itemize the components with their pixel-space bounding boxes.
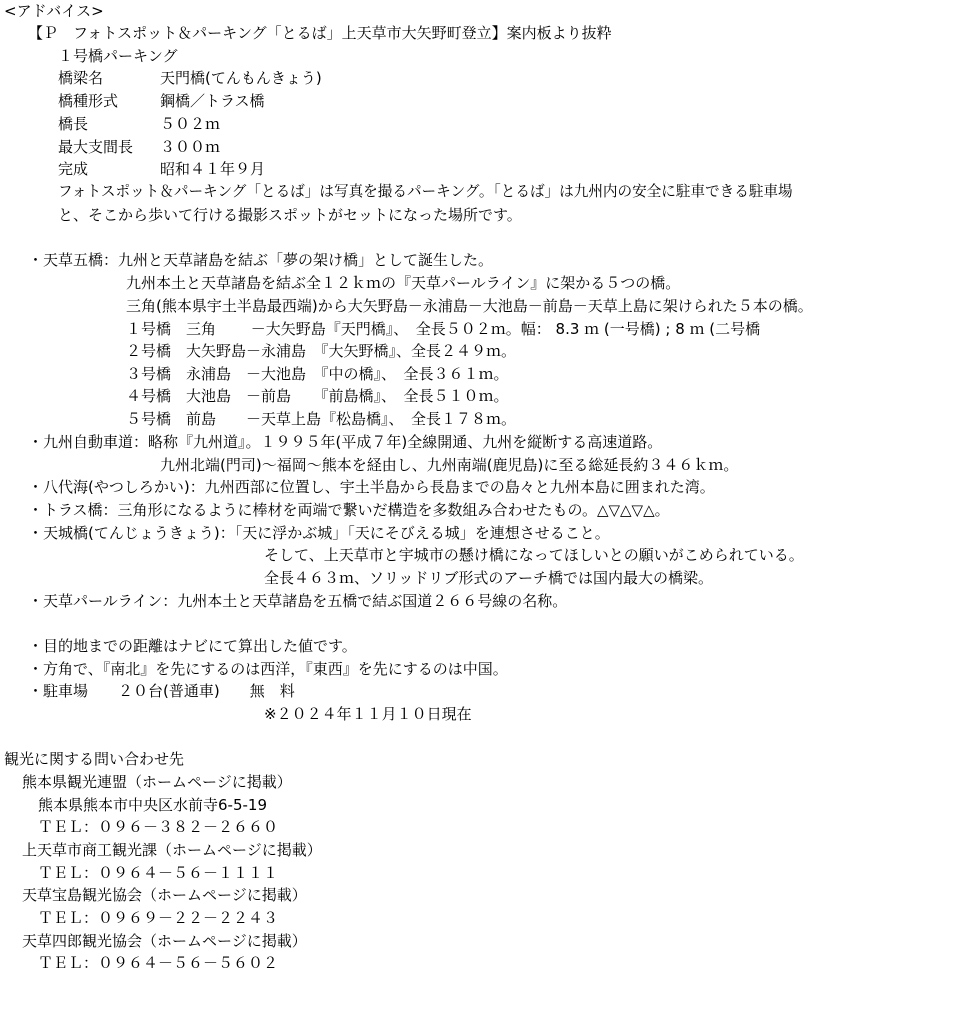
bridge-row-3: ３号橋 永浦島 －大池島 『中の橋』、 全長３６１ｍ。: [126, 365, 509, 383]
contacts-heading: 観光に関する問い合わせ先: [4, 750, 185, 768]
description-line-2: と、そこから歩いて行ける撮影スポットがセットになった場所です。: [58, 206, 522, 224]
bridge-row-5: ５号橋 前島 －天草上島『松島橋』、 全長１７８ｍ。: [126, 410, 517, 428]
spec-label-span: 最大支間長: [58, 138, 134, 156]
contact-org-1-address: 熊本県熊本市中央区水前寺6-5-19: [38, 796, 268, 814]
contact-org-2: 上天草市商工観光課（ホームページに掲載）: [22, 841, 322, 859]
as-of-date: ※２０２４年１１月１０日現在: [264, 705, 472, 723]
contact-org-1-tel: ＴＥＬ：０９６－３８２－２６６０: [38, 818, 279, 836]
expressway-line-1: ・九州自動車道：略称『九州道』。１９９５年(平成７年)全線開通、九州を縦断する高速道路。: [28, 433, 663, 451]
pearl-line-note: ・天草パールライン：九州本土と天草諸島を五橋で結ぶ国道２６６号線の名称。: [28, 592, 568, 610]
goha-line-3: 三角(熊本県宇土半島最西端)から大矢野島－永浦島－大池島－前島－天草上島に架けられた５本の橋。: [126, 297, 813, 315]
contact-org-4-tel: ＴＥＬ：０９６４－５６－５６０２: [38, 954, 279, 972]
expressway-line-2: 九州北端(門司)～福岡～熊本を経由し、九州南端(鹿児島)に至る総延長約３４６ｋｍ。: [160, 456, 739, 474]
spec-label-type: 橋種形式: [58, 92, 119, 110]
direction-note: ・方角で、『南北』を先にするのは西洋，『東西』を先にするのは中国。: [28, 660, 508, 678]
spec-value-span: ３００ｍ: [160, 138, 221, 156]
bridge-row-2: ２号橋 大矢野島－永浦島 『大矢野橋』、全長２４９ｍ。: [126, 342, 517, 360]
contact-org-1: 熊本県観光連盟（ホームページに掲載）: [22, 773, 292, 791]
spec-value-completed: 昭和４１年９月: [160, 160, 266, 178]
advice-heading: <アドバイス>: [4, 2, 104, 20]
spec-label-completed: 完成: [58, 160, 89, 178]
amakusa-bridge-line-2: そして、上天草市と宇城市の懸け橋になってほしいとの願いがこめられている。: [264, 546, 804, 564]
spec-value-length: ５０２ｍ: [160, 115, 221, 133]
contact-org-4: 天草四郎観光協会（ホームページに掲載）: [22, 932, 307, 950]
distance-note: ・目的地までの距離はナビにて算出した値です。: [28, 637, 357, 655]
spec-value-type: 鋼橋／トラス橋: [160, 92, 265, 110]
bridge-row-1: １号橋 三角 －大矢野島『天門橋』、 全長５０２ｍ。幅： 8.3 ｍ (一号橋) ; 8 ｍ (二号橋: [126, 320, 761, 338]
description-line-1: フォトスポット＆パーキング「とるば」は写真を撮るパーキング。「とるば」は九州内の安全に駐車できる駐車場: [58, 183, 793, 200]
parking-note: ・駐車場 ２０台(普通車) 無 料: [28, 682, 295, 700]
goha-line-2: 九州本土と天草諸島を結ぶ全１２ｋｍの『天草パールライン』に架かる５つの橋。: [126, 274, 681, 292]
yatsushiro-line: ・八代海(やつしろかい)：九州西部に位置し、宇土半島から長島までの島々と九州本島に囲まれた湾。: [28, 478, 715, 496]
amakusa-bridge-line-1: ・天城橋(てんじょうきょう)：「天に浮かぶ城」「天にそびえる城」を連想させること。: [28, 524, 610, 542]
contact-org-3-tel: ＴＥＬ：０９６９－２２－２２４３: [38, 909, 279, 927]
source-line: 【Ｐ フォトスポット＆パーキング「とるば」上天草市大矢野町登立】案内板より抜粋: [28, 24, 612, 42]
amakusa-bridge-line-3: 全長４６３ｍ、ソリッドリブ形式のアーチ橋では国内最大の橋梁。: [264, 569, 713, 587]
contact-org-3: 天草宝島観光協会（ホームページに掲載）: [22, 886, 307, 904]
bridge-row-4: ４号橋 大池島 －前島 『前島橋』、 全長５１０ｍ。: [126, 387, 509, 405]
truss-line: ・トラス橋：三角形になるように棒材を両端で繋いだ構造を多数組み合わせたもの。△▽△▽△。: [28, 501, 670, 519]
goha-line-1: ・天草五橋：九州と天草諸島を結ぶ「夢の架け橋」として誕生した。: [28, 251, 494, 269]
contact-org-2-tel: ＴＥＬ：０９６４－５６－１１１１: [38, 864, 279, 882]
spec-value-bridge-name: 天門橋(てんもんきょう): [160, 69, 322, 87]
spec-label-length: 橋長: [58, 115, 89, 133]
spec-label-bridge-name: 橋梁名: [58, 69, 104, 87]
parking-title: １号橋パーキング: [58, 47, 178, 65]
